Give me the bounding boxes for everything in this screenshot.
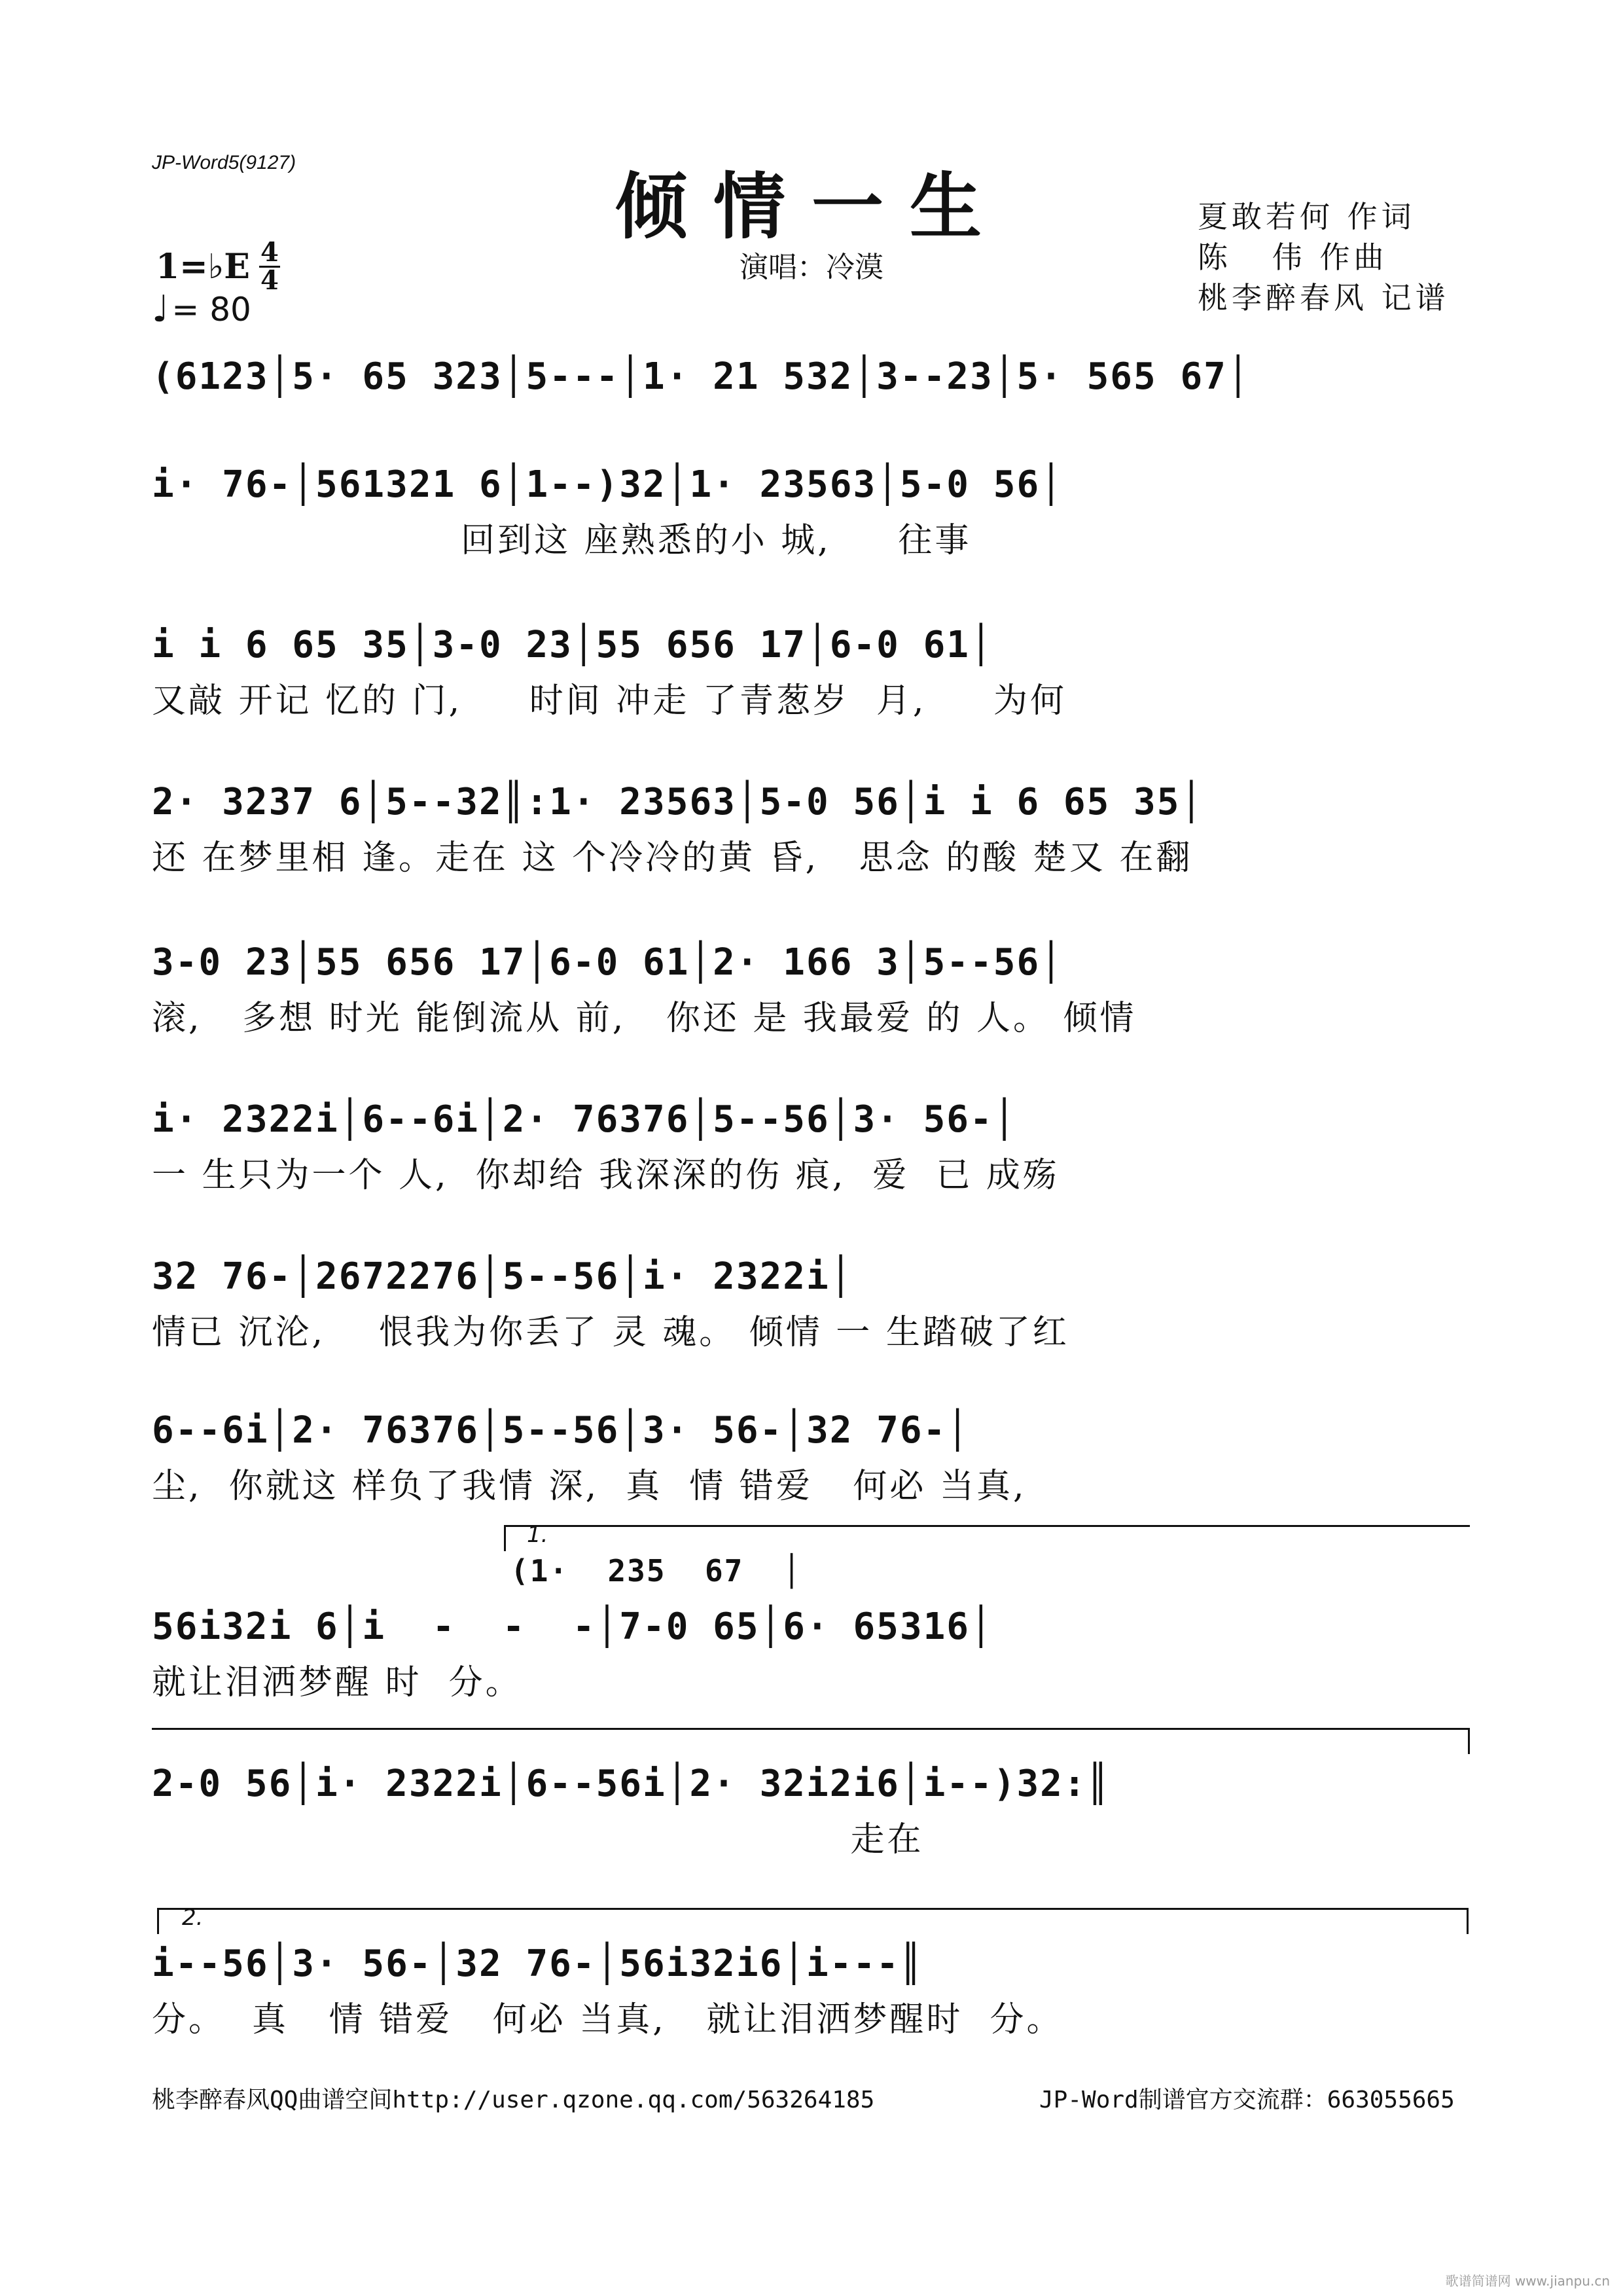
- volta-2-hook-right: [1467, 1908, 1469, 1934]
- lyrics-line: [152, 406, 1469, 452]
- footer-group: JP-Word制谱官方交流群：663055665: [1039, 2087, 1455, 2113]
- volta-2-bracket: [157, 1908, 1469, 1910]
- system-10: [152, 1754, 1469, 1859]
- time-signature: [259, 237, 280, 296]
- composer-credit: 陈 伟 作曲: [1198, 240, 1388, 275]
- volta-1-notes: (1· 235 67 │: [510, 1553, 802, 1588]
- lyrics-line: 滚, 多想 时光 能倒流从 前, 你还 是 我最爱 的 人。 倾情: [152, 998, 1137, 1038]
- notes-line: 2-0 56│i· 2322i│6--56i│2· 32i2i6│i--)32:║: [152, 1762, 1111, 1805]
- footer-website: 桃李醉春风QQ曲谱空间http://user.qzone.qq.com/563264185: [152, 2087, 875, 2113]
- lyrics-line: 回到这 座熟悉的小 城, 往事: [152, 520, 972, 560]
- notes-line: 2· 3237 6│5--32║:1· 23563│5-0 56│i i 6 65 35│: [152, 780, 1204, 823]
- notes-line: 6--6i│2· 76376│5--56│3· 56-│32 76-│: [152, 1408, 971, 1452]
- notes-line: i--56│3· 56-│32 76-│56i32i6│i---║: [152, 1942, 923, 1985]
- tempo-marking: [152, 288, 251, 331]
- notes-line: i i 6 65 35│3-0 23│55 656 17│6-0 61│: [152, 623, 993, 666]
- lyrics-line: 又敲 开记 忆的 门, 时间 冲走 了青葱岁 月, 为何: [152, 681, 1067, 721]
- lyrics-line: 还 在梦里相 逢。走在 这 个冷冷的黄 昏, 思念 的酸 楚又 在翻: [152, 838, 1193, 878]
- credits: [1198, 196, 1450, 318]
- key-signature: 1=♭E: [156, 247, 250, 287]
- lyrics-line: 分。 真 情 错爱 何必 当真, 就让泪洒梦醒时 分。: [152, 2000, 1063, 2039]
- volta-1-label: 1.: [527, 1522, 548, 1548]
- notes-line: i· 76-│561321 6│1--)32│1· 23563│5-0 56│: [152, 463, 1063, 506]
- volta-2-hook-left: [157, 1908, 159, 1934]
- notes-line: i· 2322i│6--6i│2· 76376│5--56│3· 56-│: [152, 1098, 1017, 1141]
- continuation-hook: [1468, 1728, 1470, 1754]
- system-11: [152, 1934, 1469, 2039]
- lyrics-line: 一 生只为一个 人, 你却给 我深深的伤 痕, 爱 已 成殇: [152, 1155, 1060, 1195]
- system-8: [152, 1401, 1469, 1505]
- lyrics-line: 情已 沉沦, 恨我为你丢了 灵 魂。 倾情 一 生踏破了红: [152, 1312, 1069, 1352]
- notes-line: 3-0 23│55 656 17│6-0 61│2· 166 3│5--56│: [152, 941, 1063, 984]
- system-6: [152, 1090, 1469, 1194]
- time-signature-top: 4: [260, 237, 279, 268]
- system-2: [152, 455, 1469, 560]
- song-title: 倾情一生: [615, 164, 1008, 249]
- watermark: 歌谱简谱网 www.jianpu.cn: [1445, 2273, 1610, 2289]
- notes-line: 56i32i 6│i - - -│7-0 65│6· 65316│: [152, 1605, 993, 1648]
- notes-line: (6123│5· 65 323│5---│1· 21 532│3--23│5· 565 67│: [152, 355, 1251, 398]
- quarter-note-icon: ♩: [152, 288, 169, 331]
- software-tag: JP-Word5(9127): [152, 152, 296, 173]
- volta-1-bracket: [504, 1525, 1470, 1527]
- volta-1-hook: [504, 1525, 506, 1551]
- lyrics-line: 走在: [152, 1820, 924, 1859]
- system-4: [152, 772, 1469, 877]
- system-7: [152, 1247, 1469, 1352]
- lyrics-line: 尘, 你就这 样负了我情 深, 真 情 错爱 何必 当真,: [152, 1466, 1027, 1506]
- system-3: [152, 615, 1469, 720]
- tempo-value: = 80: [171, 290, 251, 329]
- system-5: [152, 933, 1469, 1037]
- lyricist-credit: 夏敢若何 作词: [1198, 199, 1416, 234]
- key-signature-block: [156, 237, 280, 296]
- system-9: [152, 1597, 1469, 1702]
- continuation-line: [152, 1728, 1470, 1730]
- time-signature-bottom: 4: [260, 265, 279, 296]
- notes-line: 32 76-│2672276│5--56│i· 2322i│: [152, 1255, 853, 1298]
- volta-2-label: 2.: [182, 1905, 204, 1931]
- system-1: [152, 347, 1469, 452]
- transcriber-credit: 桃李醉春风 记谱: [1198, 280, 1450, 315]
- performer: 演唱：冷漠: [740, 251, 883, 284]
- lyrics-line: 就让泪洒梦醒 时 分。: [152, 1662, 522, 1702]
